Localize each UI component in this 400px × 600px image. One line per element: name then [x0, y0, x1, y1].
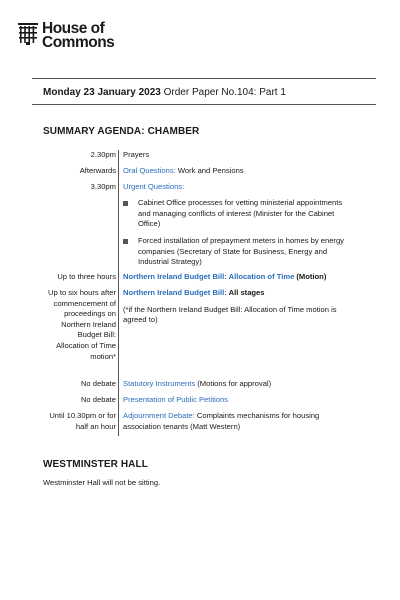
agenda-item-detail: Complaints mechanisms for housing association tenants (Matt Western)	[123, 411, 320, 431]
statutory-instruments-link[interactable]: Statutory Instruments	[123, 379, 196, 388]
bottom-rule	[32, 104, 376, 105]
bullet-icon	[123, 201, 128, 206]
urgent-questions-link[interactable]: Urgent Questions:	[123, 182, 185, 191]
logo-line-2: Commons	[42, 34, 115, 51]
urgent-question-text: Cabinet Office processes for vetting ministerial appointments and managing conflicts of interest (Minister for the Cabinet Office)	[138, 198, 343, 229]
allocation-of-time-link[interactable]: Northern Ireland Budget Bill: Allocation of Time	[123, 272, 295, 281]
westminster-hall-text: Westminster Hall will not be sitting.	[43, 478, 161, 487]
oral-questions-link[interactable]: Oral Questions:	[123, 166, 176, 175]
agenda-item-detail: (Motions for approval)	[195, 379, 272, 388]
agenda-note: (*if the Northern Ireland Budget Bill: Allocation of Time motion is agreed to)	[123, 304, 337, 325]
adjournment-debate-link[interactable]: Adjournment Debate:	[123, 411, 195, 420]
agenda-time: Afterwards	[79, 166, 116, 175]
order-paper-line	[43, 87, 286, 98]
public-petitions-link[interactable]: Presentation of Public Petitions	[123, 395, 229, 404]
agenda-time: Up to three hours	[57, 272, 116, 281]
ni-budget-bill-link[interactable]: Northern Ireland Budget Bill:	[123, 288, 227, 297]
order-paper-title: Order Paper No.104: Part 1	[163, 87, 286, 98]
order-paper-date: Monday 23 January 2023	[43, 87, 161, 98]
agenda-time: 3.30pm	[90, 182, 116, 191]
bullet-icon	[123, 239, 128, 244]
agenda-time: Until 10.30pm or for half an hour	[49, 411, 116, 431]
portcullis-icon	[18, 22, 38, 46]
agenda-divider	[118, 150, 119, 436]
agenda-item-detail: Work and Pensions	[175, 166, 244, 175]
agenda-time: Up to six hours after commencement of proceedings on Northern Ireland Budget Bill: Allocation of Time motion*	[48, 288, 116, 361]
house-of-commons-logo	[18, 22, 114, 50]
top-rule	[32, 78, 376, 79]
urgent-question-text: Forced installation of prepayment meters in homes by energy companies (Secretary of State for Business, Energy and Industrial Strategy)	[138, 236, 344, 267]
agenda-time: No debate	[80, 395, 116, 404]
agenda-time: 2.30pm	[90, 150, 116, 159]
agenda-item-detail: All stages	[226, 288, 265, 297]
chamber-heading: SUMMARY AGENDA: CHAMBER	[43, 126, 200, 137]
logo-line-1: House of	[42, 20, 105, 37]
westminster-hall-heading: WESTMINSTER HALL	[43, 459, 148, 470]
agenda-time: No debate	[80, 379, 116, 388]
agenda-item: Prayers	[123, 150, 150, 159]
agenda-item-detail: (Motion)	[294, 272, 327, 281]
